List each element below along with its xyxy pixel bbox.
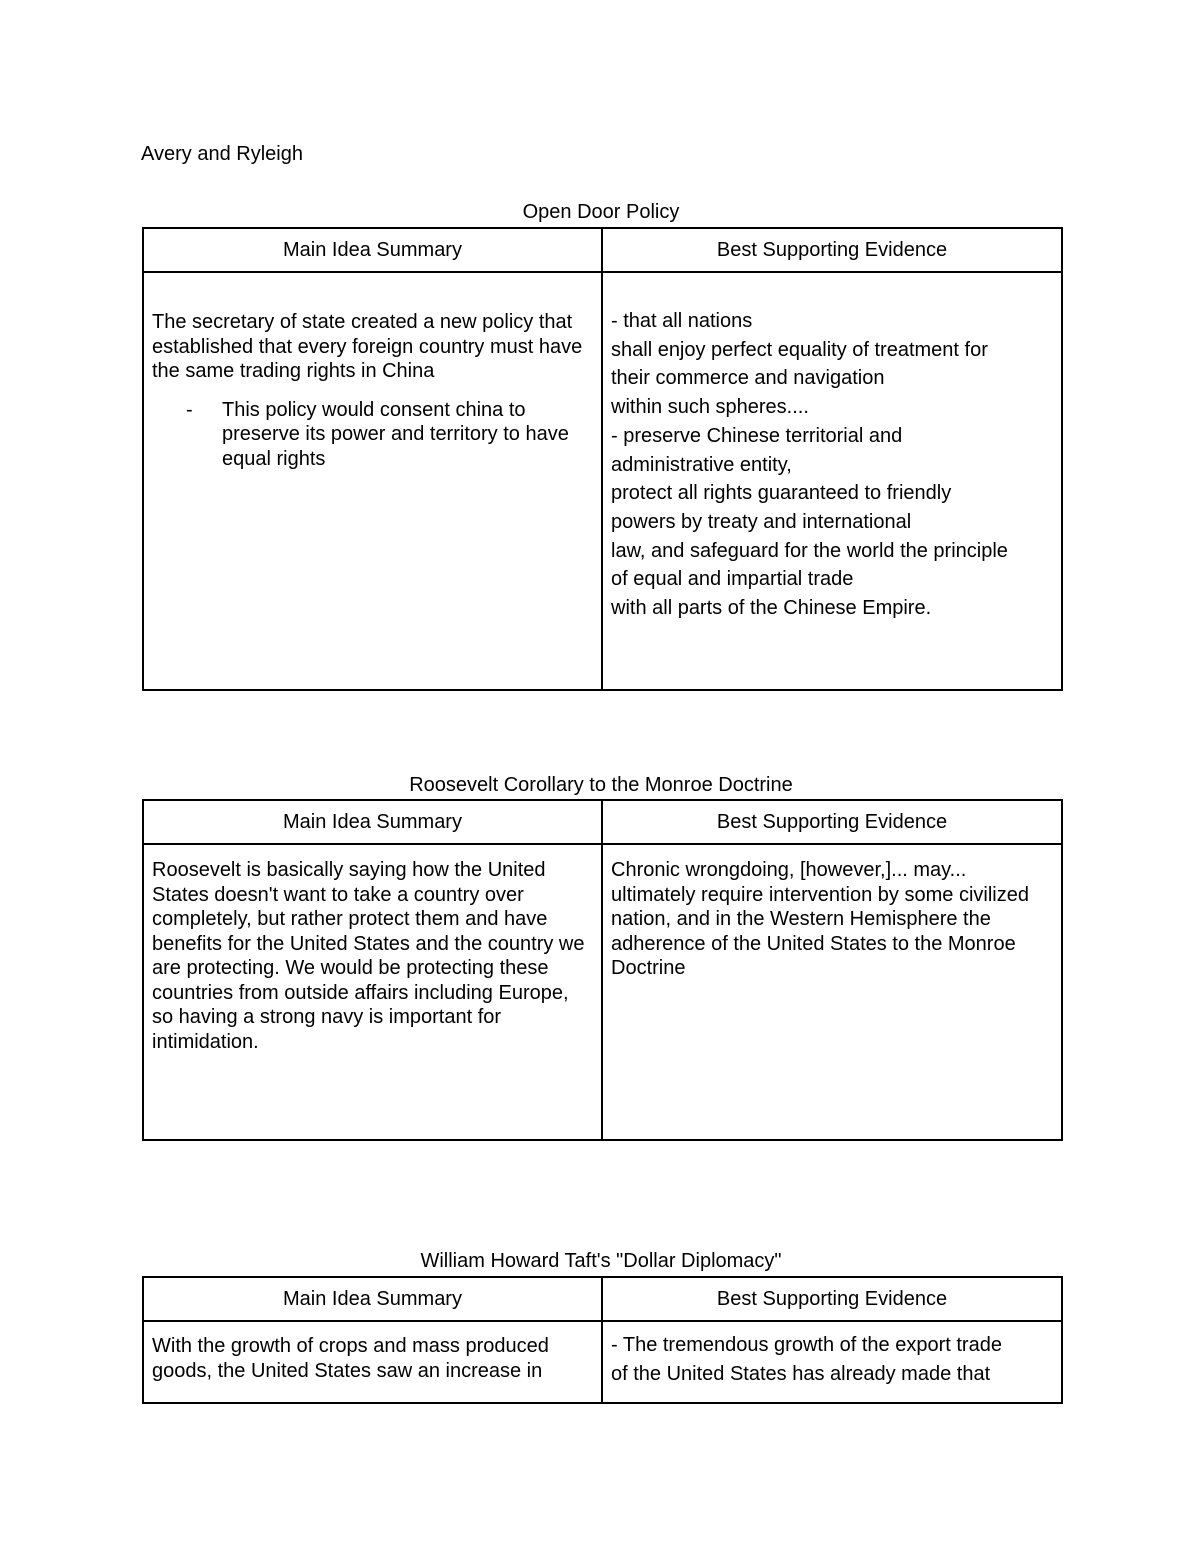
header-main-idea: Main Idea Summary [143,228,602,272]
evidence-cell [602,844,1062,1140]
table-row [143,272,1062,690]
evidence-text: Chronic wrongdoing, [however,]... may... ultimately require intervention by some civilized nation, and in the Western Hemisphere the adherence of the United States to the Monroe Doctrine [611,859,1029,979]
open-door-table [142,227,1063,691]
roosevelt-corollary-table [142,799,1063,1141]
main-idea-summary: With the growth of crops and mass produced goods, the United States saw an increase in [152,1335,549,1382]
evidence-line: their commerce and navigation [611,367,885,390]
dollar-diplomacy-table [142,1276,1063,1404]
evidence-line: with all parts of the Chinese Empire. [611,597,932,620]
evidence-line: - preserve Chinese territorial and [611,424,903,447]
evidence-cell [602,272,1062,690]
table-row [143,844,1062,1140]
evidence-line: protect all rights guaranteed to friendly [611,482,952,505]
section-title-dollar-diplomacy: William Howard Taft's "Dollar Diplomacy" [420,1250,782,1272]
evidence-line: of the United States has already made that [611,1362,991,1385]
main-idea-cell [143,844,602,1140]
summary-bullet: - This policy would consent china to preserve its power and territory to have equal rights [222,398,593,472]
evidence-text [611,307,1053,623]
evidence-line: administrative entity, [611,453,792,476]
evidence-line: within such spheres.... [611,396,809,419]
main-idea-cell [143,272,602,690]
header-evidence: Best Supporting Evidence [602,228,1062,272]
table-header-row [143,800,1062,844]
section-title-roosevelt-corollary: Roosevelt Corollary to the Monroe Doctrine [409,774,793,796]
evidence-line: powers by treaty and international [611,510,912,533]
evidence-line: law, and safeguard for the world the principle [611,539,1008,562]
evidence-line: - The tremendous growth of the export trade [611,1334,1002,1356]
evidence-line: - that all nations [611,310,753,332]
main-idea-summary: The secretary of state created a new policy that established that every foreign country must have the same trading rights in China [152,311,583,382]
section-title-open-door: Open Door Policy [522,201,680,223]
author-names: Avery and Ryleigh [141,143,303,165]
summary-bullet-list [152,398,593,472]
header-main-idea: Main Idea Summary [143,1277,602,1321]
evidence-text [611,1331,1053,1388]
evidence-cell [602,1321,1062,1403]
table-row [143,1321,1062,1403]
table-header-row [143,1277,1062,1321]
main-idea-cell [143,1321,602,1403]
evidence-line: shall enjoy perfect equality of treatment for [611,338,988,361]
header-evidence: Best Supporting Evidence [602,800,1062,844]
header-main-idea: Main Idea Summary [143,800,602,844]
header-evidence: Best Supporting Evidence [602,1277,1062,1321]
evidence-line: of equal and impartial trade [611,568,854,591]
main-idea-summary: Roosevelt is basically saying how the United States doesn't want to take a country over completely, but rather protect them and have benefits for the United States and the country we are protecting. We would be protecting these countries from outside affairs including Europe, so having a strong navy is important for intimidation. [152,859,585,1053]
table-header-row [143,228,1062,272]
